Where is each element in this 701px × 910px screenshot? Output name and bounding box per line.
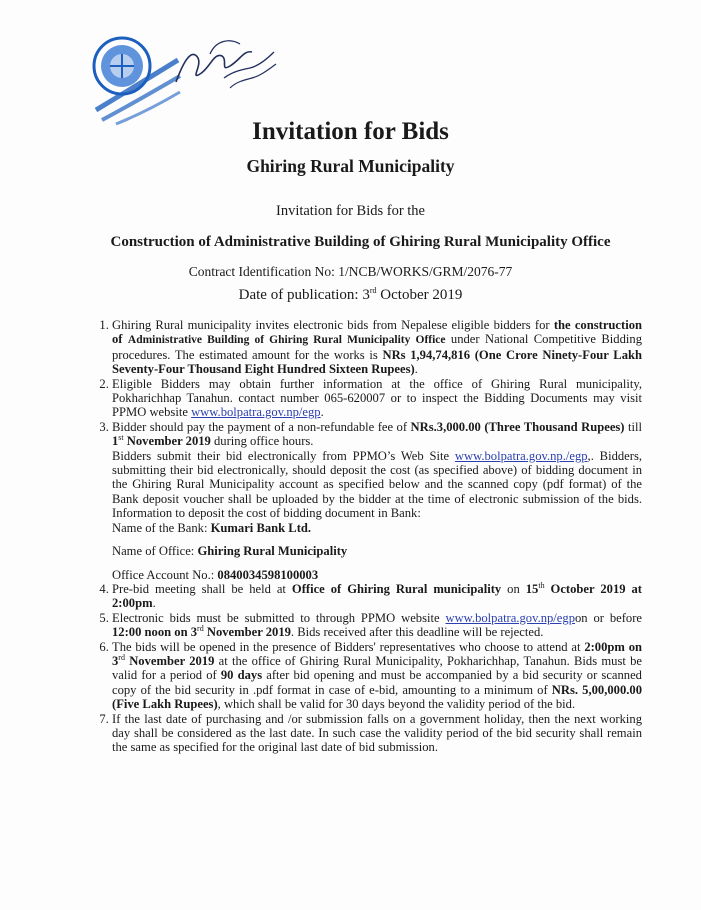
text-sup: th [538,580,545,590]
text-bold: November 2019 [124,653,215,668]
text: Pre-bid meeting shall be held at [112,581,292,596]
pub-sup: rd [369,286,377,295]
list-item-2 [112,377,642,420]
ppmo-link[interactable]: www.bolpatra.gov.np/egp [445,610,575,625]
text: Bidders submit their bid electronically from PPMO’s Web Site [112,448,455,463]
ppmo-link[interactable]: www.bolpatra.gov.np./egp [454,448,588,463]
text: during office hours. [210,434,314,449]
text-bold: the construction of [112,318,642,347]
project-title: Construction of Administrative Building of Ghiring Rural Municipality Office [110,234,611,250]
text: , which shall be valid for 30 days beyond the validity period of the bid. [217,697,576,712]
account-line [112,568,642,582]
publication-date [0,287,701,304]
text: Bidder should pay the payment of a non-refundable fee of [112,419,411,434]
pub-prefix: Date of publication: 3 [238,287,370,303]
list-item-4 [112,582,642,611]
text-sup: rd [118,652,125,662]
document-title: Invitation for Bids [252,118,449,145]
text-bold: 2:00pm on 3 [112,639,642,668]
text: on [501,581,526,596]
text-sup: st [118,433,124,443]
text-sup: rd [197,623,204,633]
intro-line: Invitation for Bids for the [275,203,425,219]
text: at the office of Ghiring Rural Municipality, Pokharichhap, Tanahun. Bids must be valid for a period of [112,653,642,683]
text: . [320,405,324,420]
fee-amount: NRs.3,000.00 (Three Thousand Rupees) [410,419,625,434]
text: The bids will be opened in the presence of Bidders' representatives who choose to attend at [112,639,585,654]
text-bold: 1 [112,434,119,449]
bank-name: Kumari Bank Ltd. [210,520,312,535]
text-bold: 12:00 noon on 3 [112,625,198,640]
ppmo-link[interactable]: www.bolpatra.gov.np/egp [191,405,321,420]
bid-conditions-list [88,318,642,755]
pub-suffix: October 2019 [376,287,463,303]
handwritten-signature [170,30,280,100]
bid-security-amount: NRs. 5,00,000.00 (Five Lakh Rupees) [112,682,643,712]
text-bold: November 2019 [123,434,211,449]
text-bold: 90 days [220,668,263,683]
office-line [112,544,642,558]
list-item-3 [112,420,642,582]
text-bold: Office of Ghiring Rural municipality [291,581,502,596]
text: Ghiring Rural municipality invites electronic bids from Nepalese eligible bidders for [112,318,554,332]
contract-id: Contract Identification No: 1/NCB/WORKS/GRM/2076-77 [188,264,513,279]
text-bold: 15 [525,581,539,596]
text: after bid opening and must be accompanied by a bid security or scanned copy of the bid security in .pdf format in case of e-bid, amounting to a minimum of [112,668,642,697]
text: under National Competitive Bidding procedures. The estimated amount for the works is [112,332,642,362]
municipality-name: Ghiring Rural Municipality [246,156,455,176]
list-item-1 [112,318,642,377]
text-bold: Administrative Building of Ghiring Rural Municipality Office [127,334,446,347]
account-label: Office Account No.: [112,567,218,582]
text: . [414,362,418,377]
account-number: 0840034598100003 [217,567,319,582]
list-item-6 [112,640,642,712]
list-item-7 [112,712,642,755]
text: . [152,596,156,611]
office-name: Ghiring Rural Municipality [197,544,348,559]
text-bold: October 2019 at 2:00pm [112,581,642,611]
municipality-seal-stamp [86,30,182,126]
text: Eligible Bidders may obtain further information at the office of Ghiring Rural municipality, Pokharichhap Tanahun. contact number 065-620007 or to inspect the Bidding Documents may visit PPMO website [112,376,642,420]
text: If the last date of purchasing and /or submission falls on a government holiday, then the next working day shall be considered as the last date. In such case the validity period of the bid security shall remain the same as specified for the original last date of bid submission. [112,711,642,755]
text: ,. Bidders, submitting their bid electronically, should deposit the cost (as specified above) of bidding document in the Ghiring Rural Municipality account as specified below and the scanned copy (pdf format) of the Bank deposit voucher shall be uploaded by the bidder at the time of electronic submission of the bids. Information to deposit the cost of bidding document in Bank: [112,448,642,521]
text-bold: November 2019 [203,625,291,640]
text: Electronic bids must be submitted to through PPMO website [112,610,446,625]
list-item-5 [112,611,642,640]
text: . Bids received after this deadline will be rejected. [290,625,544,640]
text: till [624,419,642,434]
office-label: Name of Office: [112,544,198,559]
bank-label: Name of the Bank: [112,520,211,535]
text: on or before [575,610,643,625]
estimated-amount: NRs 1,94,74,816 (One Crore Ninety-Four Lakh Seventy-Four Thousand Eight Hundred Sixteen Rupees) [112,347,642,377]
